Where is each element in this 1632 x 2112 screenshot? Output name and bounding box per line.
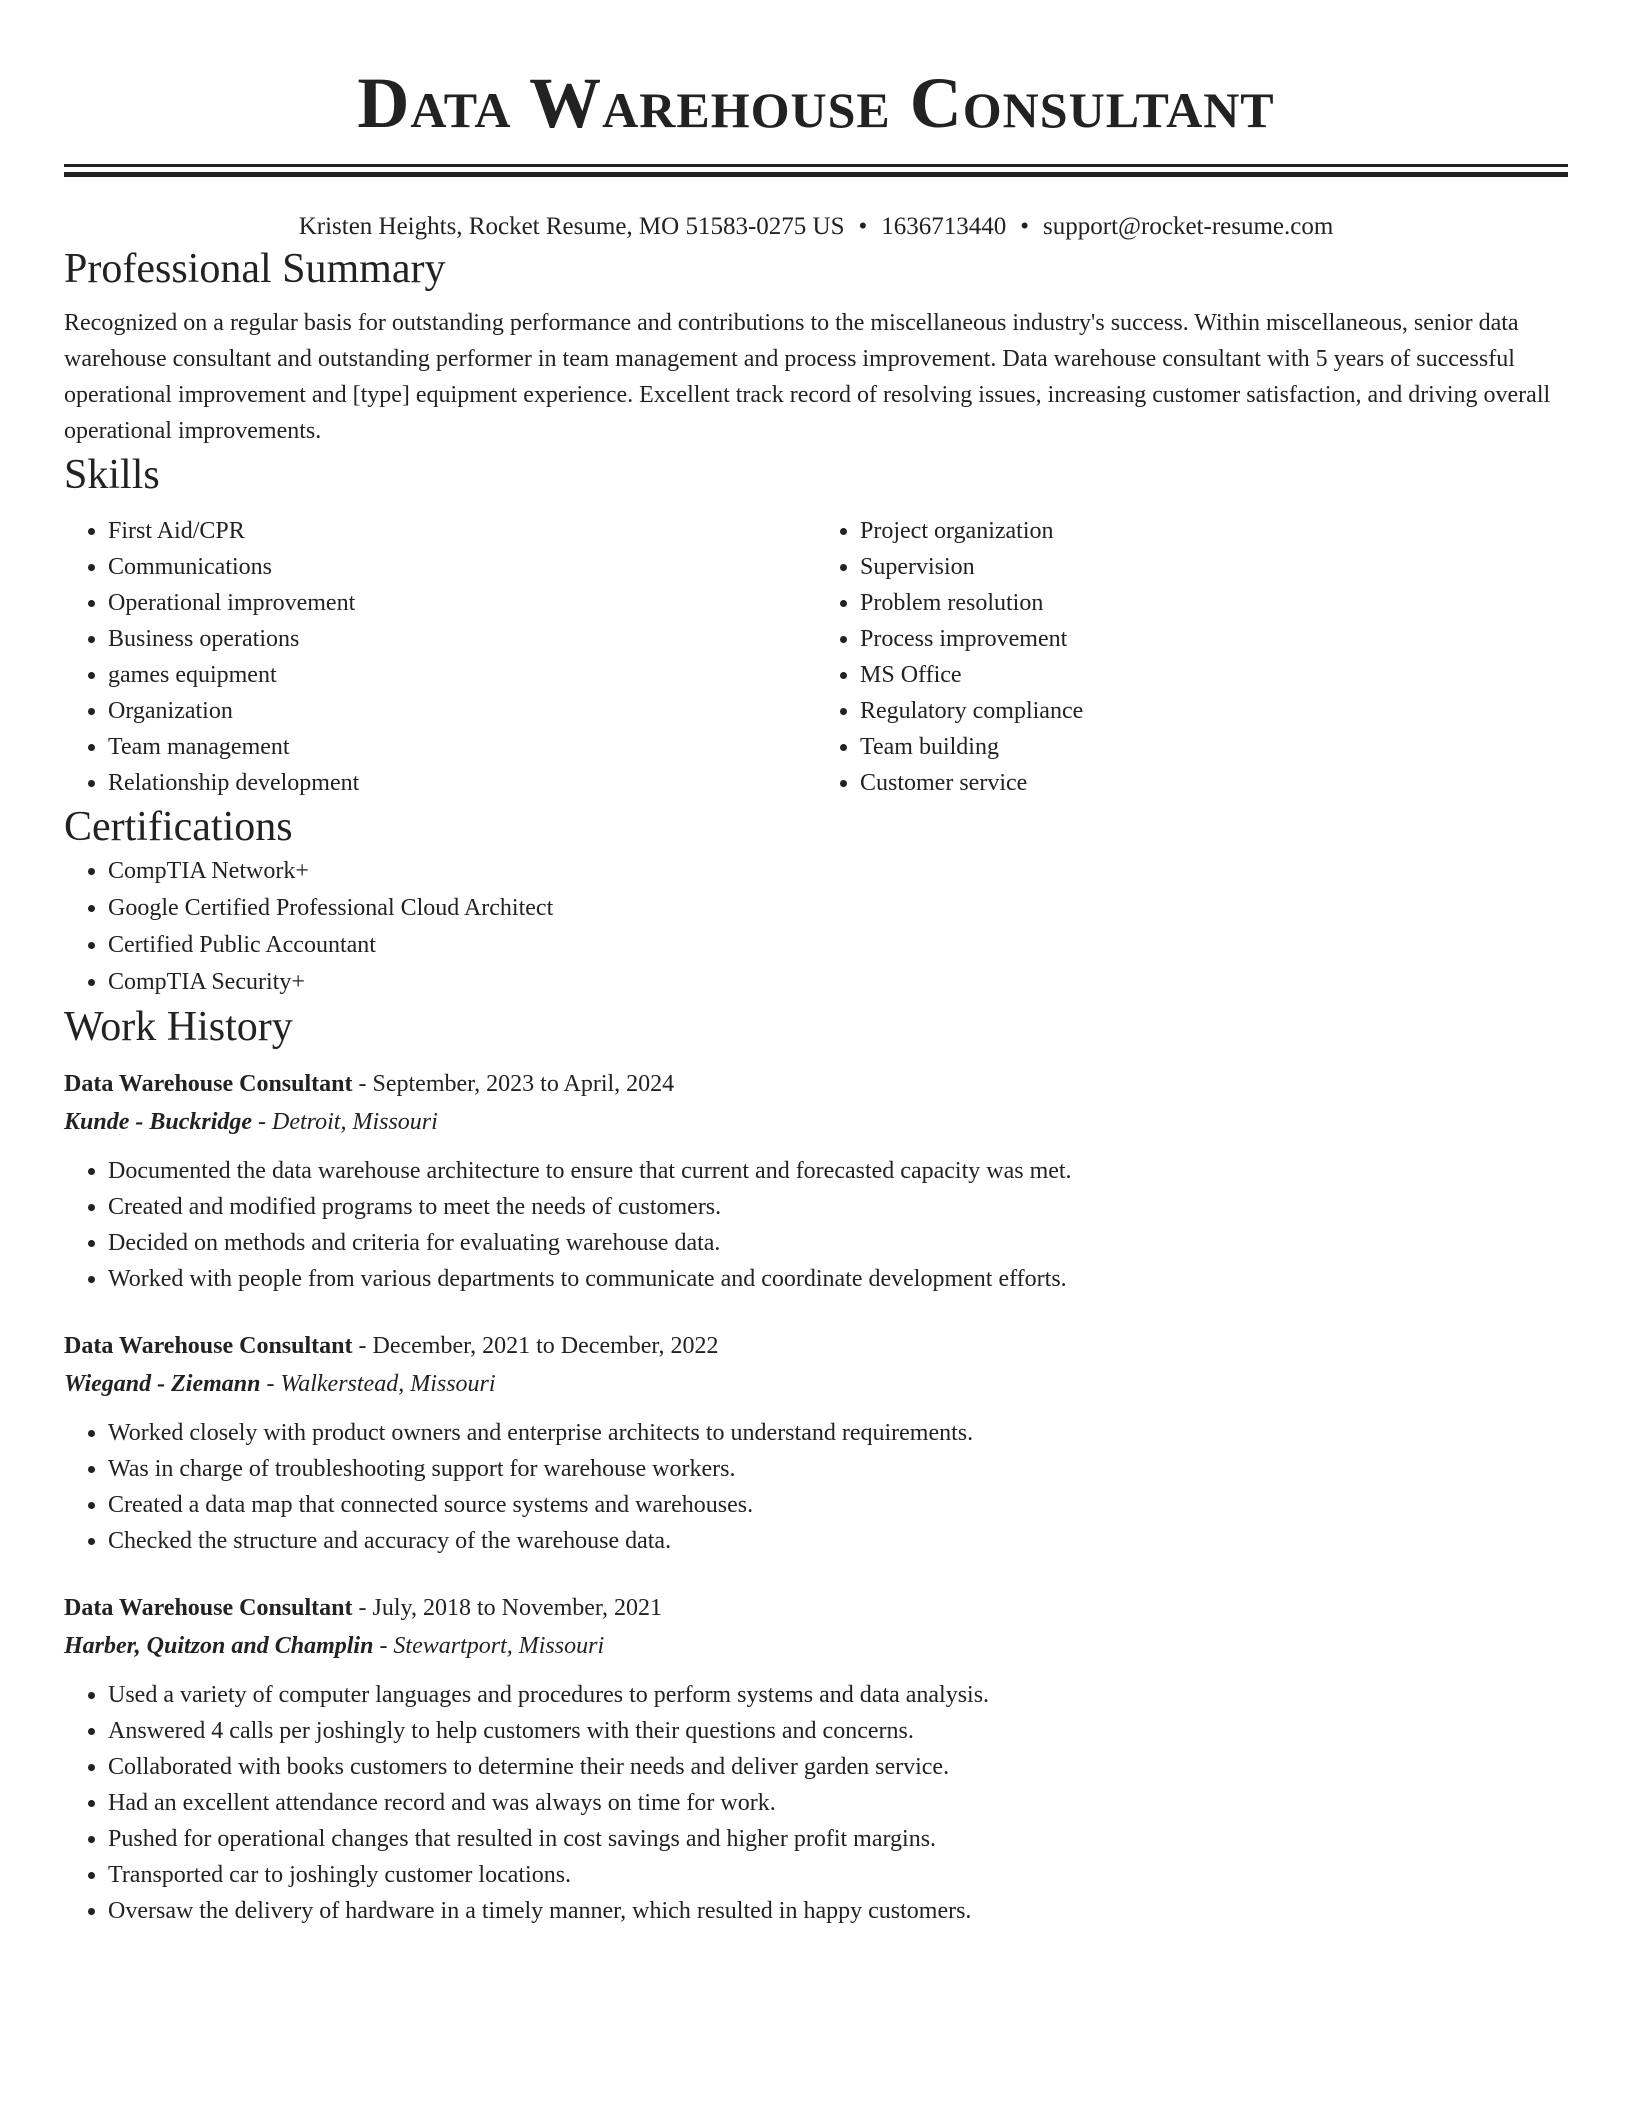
skill-item: • Supervision bbox=[860, 549, 1568, 585]
job-title-line bbox=[64, 1589, 1568, 1627]
job-bullet: • Created a data map that connected source systems and warehouses. bbox=[108, 1487, 1568, 1523]
job-entry bbox=[64, 1327, 1568, 1559]
job-bullet: • Answered 4 calls per joshingly to help customers with their questions and concerns. bbox=[108, 1713, 1568, 1749]
summary-text: Recognized on a regular basis for outstanding performance and contributions to the miscellaneous industry's success. Within miscellaneous, senior data warehouse consultant and outstanding performer in team management and process improvement. Data warehouse consultant with 5 years of successful operational improvement and [type] equipment experience. Excellent track record of resolving issues, increasing customer satisfaction, and driving overall operational improvements. bbox=[64, 310, 1551, 444]
skills-list-left bbox=[64, 513, 816, 801]
skill-item: • Team building bbox=[860, 729, 1568, 765]
title-rule-top bbox=[64, 164, 1568, 167]
skill-item: • Team management bbox=[108, 729, 816, 765]
job-bullet: • Worked closely with product owners and enterprise architects to understand requirements. bbox=[108, 1415, 1568, 1451]
job-bullet: • Created and modified programs to meet the needs of customers. bbox=[108, 1189, 1568, 1225]
skill-item: • Customer service bbox=[860, 765, 1568, 801]
job-title: Data Warehouse Consultant bbox=[64, 1071, 353, 1097]
job-bullets bbox=[64, 1415, 1568, 1559]
skill-item: • Problem resolution bbox=[860, 585, 1568, 621]
contact-email: support@rocket-resume.com bbox=[1043, 213, 1334, 240]
job-bullet: • Checked the structure and accuracy of the warehouse data. bbox=[108, 1523, 1568, 1559]
job-entry bbox=[64, 1589, 1568, 1929]
contact-line bbox=[64, 211, 1568, 243]
job-company: Harber, Quitzon and Champlin bbox=[64, 1633, 374, 1659]
certification-item: • Google Certified Professional Cloud Architect bbox=[108, 890, 1568, 927]
job-company-line bbox=[64, 1365, 1568, 1403]
job-company: Kunde - Buckridge bbox=[64, 1109, 253, 1135]
work-history-heading: Work History bbox=[64, 1004, 293, 1050]
job-bullets bbox=[64, 1153, 1568, 1297]
job-title: Data Warehouse Consultant bbox=[64, 1595, 353, 1621]
certification-item: • Certified Public Accountant bbox=[108, 927, 1568, 964]
skill-item: • Process improvement bbox=[860, 621, 1568, 657]
job-location: - Detroit, Missouri bbox=[252, 1109, 438, 1135]
certifications-heading: Certifications bbox=[64, 804, 293, 850]
resume-page bbox=[64, 0, 1568, 1929]
job-location: - Walkerstead, Missouri bbox=[260, 1371, 496, 1397]
resume-title: Data Warehouse Consultant bbox=[357, 63, 1275, 143]
contact-phone: 1636713440 bbox=[881, 213, 1007, 240]
skill-item: • MS Office bbox=[860, 657, 1568, 693]
skills-list-right bbox=[816, 513, 1568, 801]
job-bullet: • Was in charge of troubleshooting support for warehouse workers. bbox=[108, 1451, 1568, 1487]
skill-item: • Business operations bbox=[108, 621, 816, 657]
job-title-line bbox=[64, 1065, 1568, 1103]
job-company: Wiegand - Ziemann bbox=[64, 1371, 261, 1397]
job-bullet: • Transported car to joshingly customer locations. bbox=[108, 1857, 1568, 1893]
job-company-line bbox=[64, 1627, 1568, 1665]
job-title-line bbox=[64, 1327, 1568, 1365]
job-company-line bbox=[64, 1103, 1568, 1141]
job-bullets bbox=[64, 1677, 1568, 1929]
job-bullet: • Had an excellent attendance record and was always on time for work. bbox=[108, 1785, 1568, 1821]
job-dates: - September, 2023 to April, 2024 bbox=[352, 1071, 675, 1097]
job-bullet: • Pushed for operational changes that resulted in cost savings and higher profit margins. bbox=[108, 1821, 1568, 1857]
title-rule-bottom bbox=[64, 172, 1568, 177]
job-dates: - December, 2021 to December, 2022 bbox=[352, 1333, 719, 1359]
skill-item: • Project organization bbox=[860, 513, 1568, 549]
job-bullet: • Collaborated with books customers to determine their needs and deliver garden service. bbox=[108, 1749, 1568, 1785]
skills-heading: Skills bbox=[64, 452, 160, 498]
skill-item: • Operational improvement bbox=[108, 585, 816, 621]
summary-heading: Professional Summary bbox=[64, 246, 446, 292]
skill-item: • Regulatory compliance bbox=[860, 693, 1568, 729]
job-bullet: • Oversaw the delivery of hardware in a timely manner, which resulted in happy customers. bbox=[108, 1893, 1568, 1929]
job-title: Data Warehouse Consultant bbox=[64, 1333, 353, 1359]
skill-item: • Organization bbox=[108, 693, 816, 729]
skills-columns bbox=[64, 513, 1568, 801]
certification-item: • CompTIA Security+ bbox=[108, 964, 1568, 1001]
job-dates: - July, 2018 to November, 2021 bbox=[352, 1595, 662, 1621]
job-location: - Stewartport, Missouri bbox=[373, 1633, 605, 1659]
job-entry bbox=[64, 1065, 1568, 1297]
contact-address: Kristen Heights, Rocket Resume, MO 51583-0275 US bbox=[298, 213, 845, 240]
job-bullet: • Documented the data warehouse architecture to ensure that current and forecasted capacity was met. bbox=[108, 1153, 1568, 1189]
certifications-list bbox=[64, 853, 1568, 1001]
contact-separator: • bbox=[1020, 213, 1030, 240]
skill-item: • First Aid/CPR bbox=[108, 513, 816, 549]
skill-item: • games equipment bbox=[108, 657, 816, 693]
job-bullet: • Used a variety of computer languages and procedures to perform systems and data analysis. bbox=[108, 1677, 1568, 1713]
skill-item: • Relationship development bbox=[108, 765, 816, 801]
job-bullet: • Decided on methods and criteria for evaluating warehouse data. bbox=[108, 1225, 1568, 1261]
job-bullet: • Worked with people from various departments to communicate and coordinate development efforts. bbox=[108, 1261, 1568, 1297]
skill-item: • Communications bbox=[108, 549, 816, 585]
certification-item: • CompTIA Network+ bbox=[108, 853, 1568, 890]
contact-separator: • bbox=[858, 213, 868, 240]
